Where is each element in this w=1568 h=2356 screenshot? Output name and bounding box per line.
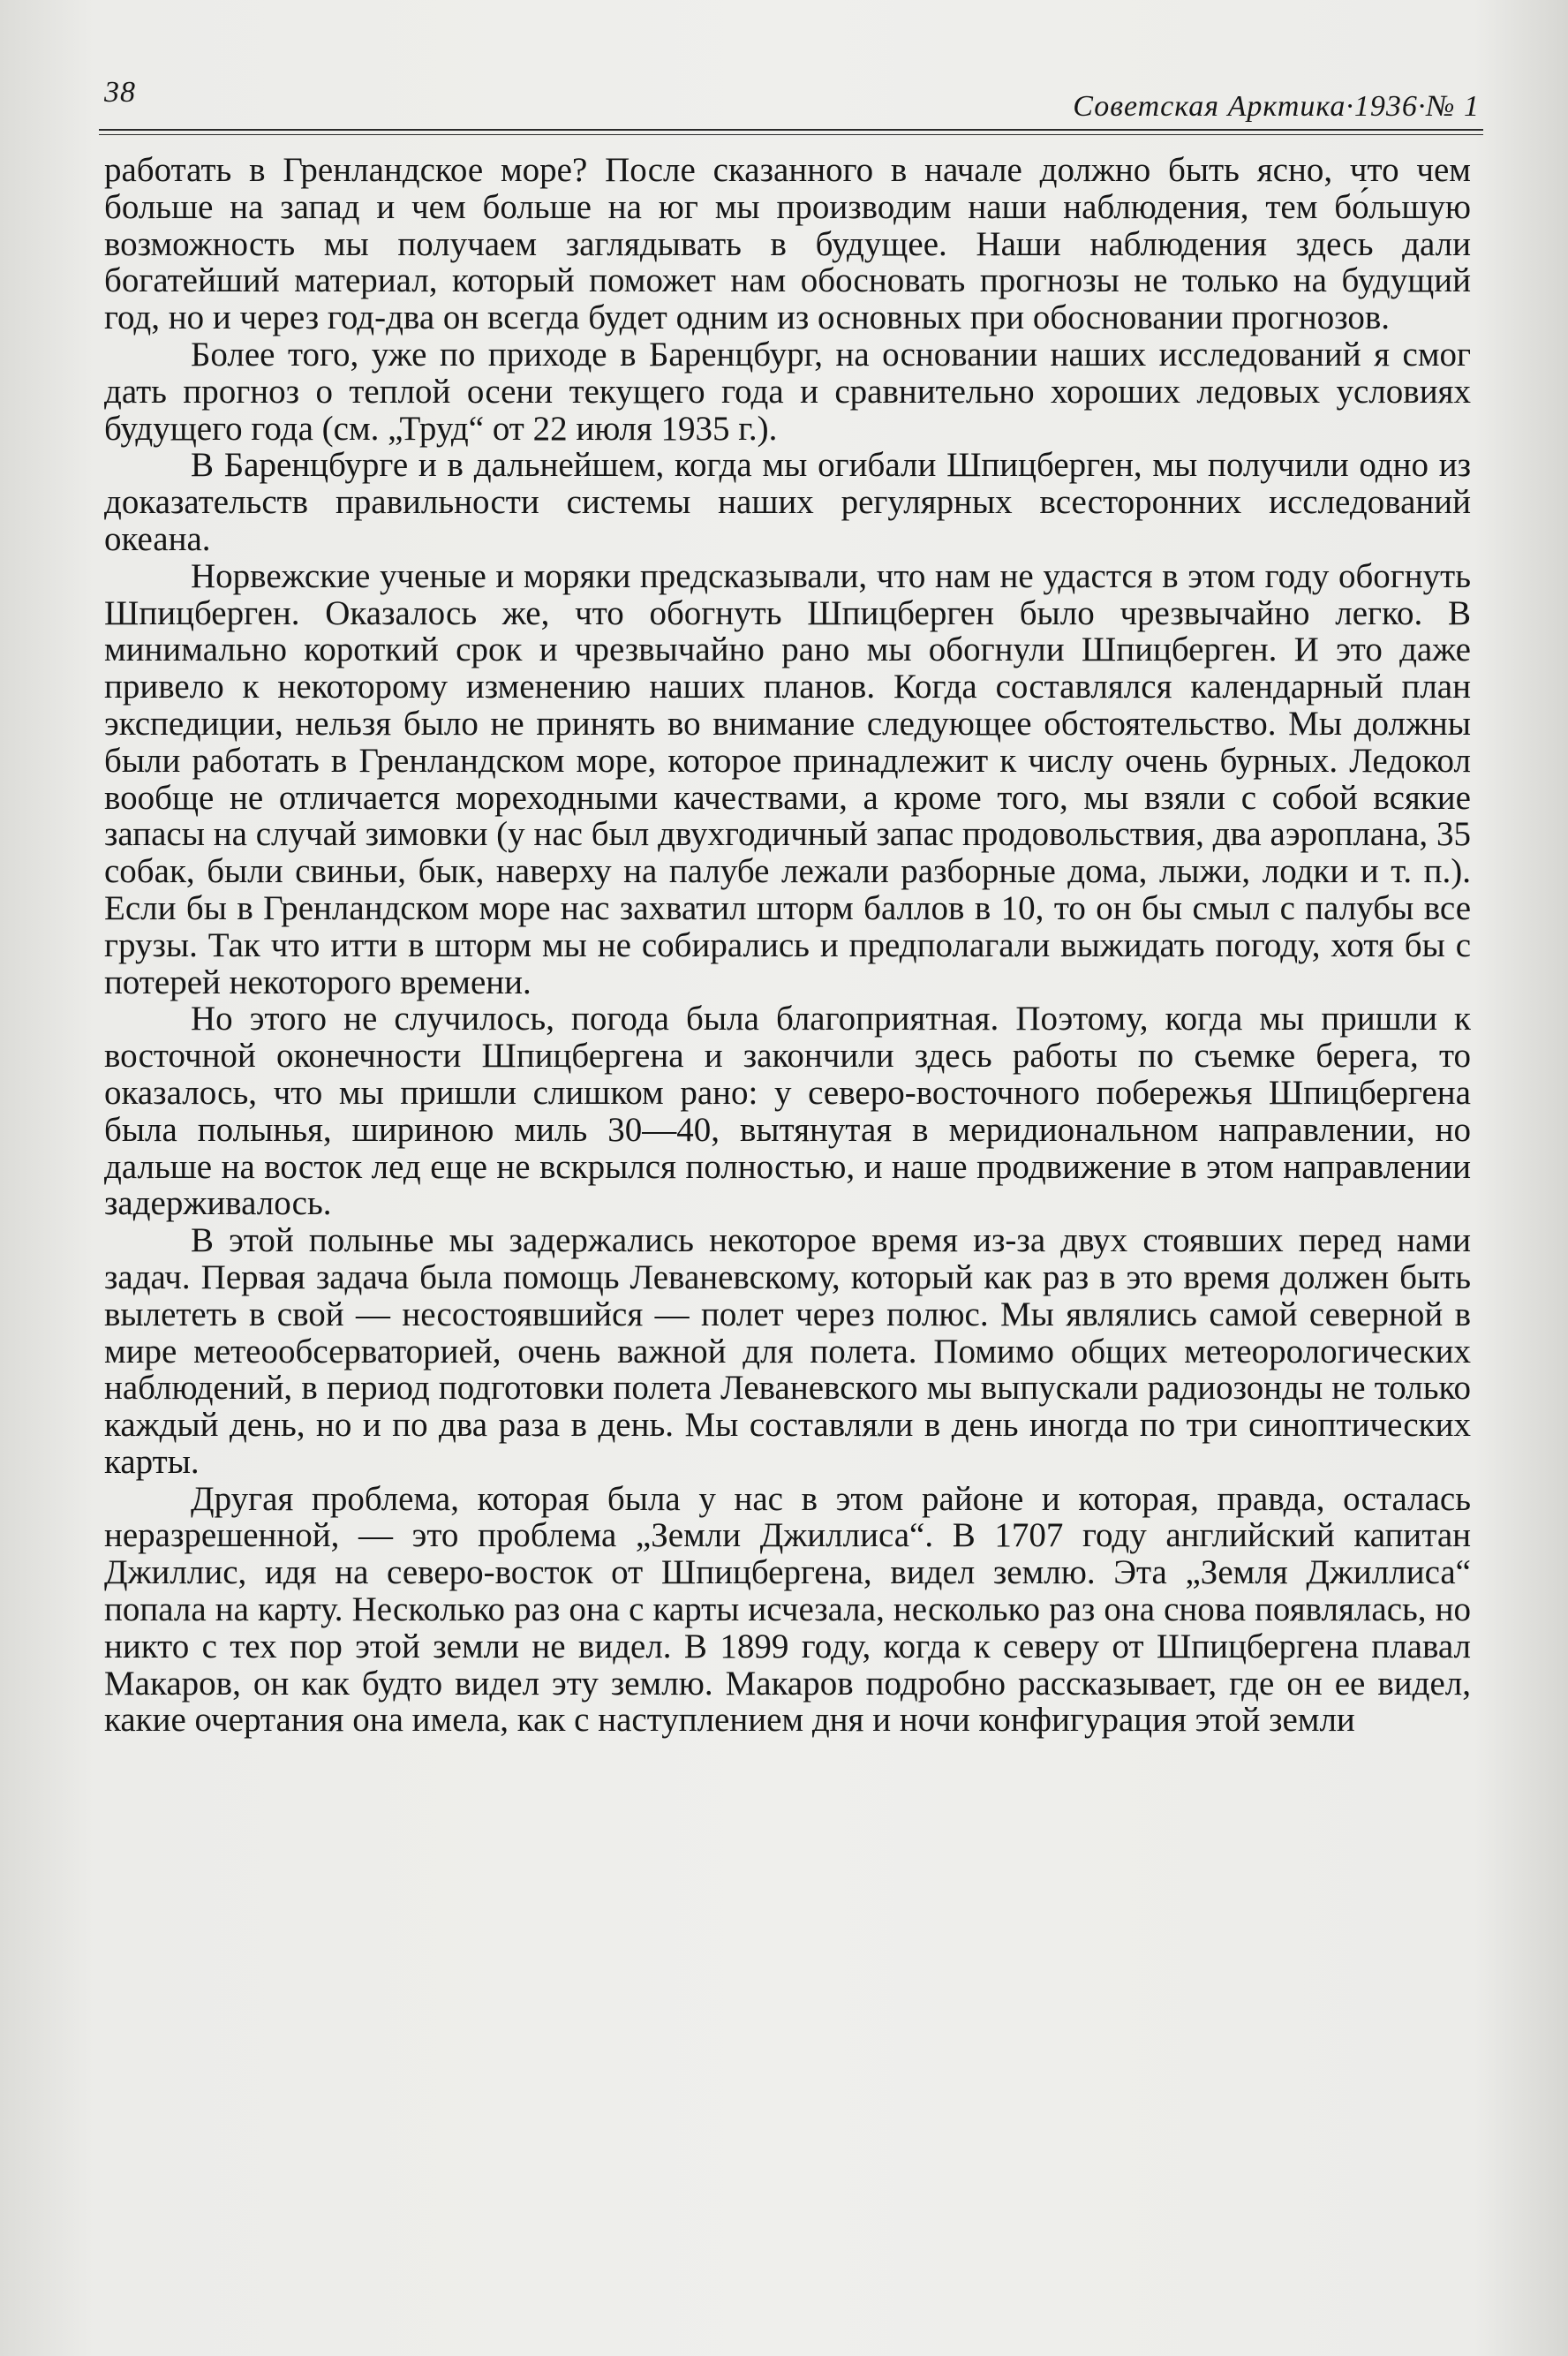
header-rule-top bbox=[99, 129, 1483, 131]
running-head: Советская Арктика·1936·№ 1 bbox=[1073, 90, 1480, 123]
paragraph-2: Более того, уже по приходе в Баренцбург, на основании наших исследований я смог дать прогноз о теплой осени текущего года и сравнительно хороших ледовых условиях будущего года (см. „Труд“ от 22 июля 1935 г.). bbox=[104, 335, 1471, 448]
body-text bbox=[104, 152, 1471, 1739]
paragraph-5: Но этого не случилось, погода была благоприятная. Поэтому, когда мы пришли к восточной оконечности Шпицбергена и закончили здесь работы по съемке берега, то оказалось, что мы пришли слишком рано: у северо-восточного побережья Шпицбергена была полынья, шириною миль 30—40, вытянутая в меридиональном направлении, но дальше на восток лед еще не вскрылся полностью, и наше продвижение в этом направлении задерживалось. bbox=[104, 1000, 1471, 1223]
paragraph-1: работать в Гренландское море? После сказанного в начале должно быть ясно, что чем больше на запад и чем больше на юг мы производим наши наблюдения, тем бо́льшую возможность мы получаем заглядывать в будущее. Наши наблюдения здесь дали богатейший материал, который поможет нам обосновать прогнозы не только на будущий год, но и через год-два он всегда будет одним из основных при обосновании прогнозов. bbox=[104, 151, 1471, 337]
page-number: 38 bbox=[104, 76, 136, 109]
paragraph-6: В этой полынье мы задержались некоторое время из-за двух стоявших перед нами задач. Первая задача была помощь Леваневскому, который как раз в это время должен быть вылететь в свой — несостоявшийся — полет через полюс. Мы являлись самой северной в мире метеообсерваторией, очень важной для полета. Помимо общих метеорологических наблюдений, в период подготовки полета Леваневского мы выпускали радиозонды не только каждый день, но и по два раза в день. Мы составляли в день иногда по три синоптических карты. bbox=[104, 1221, 1471, 1481]
header-rule-bottom bbox=[99, 134, 1483, 135]
paragraph-7: Другая проблема, которая была у нас в этом районе и которая, правда, осталась неразрешенной, — это проблема „Земли Джиллиса“. В 1707 году английский капитан Джиллис, идя на северо-восток от Шпицбергена, видел землю. Эта „Земля Джиллиса“ попала на карту. Несколько раз она с карты исчезала, несколько раз она снова появлялась, но никто с тех пор этой земли не видел. В 1899 году, когда к северу от Шпицбергена плавал Макаров, он как будто видел эту землю. Макаров подробно рассказывает, где он ее видел, какие очертания она имела, как с наступлением дня и ночи конфигурация этой земли bbox=[104, 1479, 1471, 1740]
paragraph-3: В Баренцбурге и в дальнейшем, когда мы огибали Шпицберген, мы получили одно из доказательств правильности системы наших регулярных всесторонних исследований океана. bbox=[104, 446, 1471, 558]
page-header bbox=[99, 74, 1483, 131]
paragraph-4: Норвежские ученые и моряки предсказывали, что нам не удастся в этом году обогнуть Шпицберген. Оказалось же, что обогнуть Шпицберген было чрезвычайно легко. В минимально короткий срок и чрезвычайно рано мы обогнули Шпицберген. И это даже привело к некоторому изменению наших планов. Когда составлялся календарный план экспедиции, нельзя было не принять во внимание следующее обстоятельство. Мы должны были работать в Гренландском море, которое принадлежит к числу очень бурных. Ледокол вообще не отличается мореходными качествами, а кроме того, мы взяли с собой всякие запасы на случай зимовки (у нас был двухгодичный запас продовольствия, два аэроплана, 35 собак, были свиньи, бык, наверху на палубе лежали разборные дома, лыжи, лодки и т. п.). Если бы в Гренландском море нас захватил шторм баллов в 10, то он бы смыл с палубы все грузы. Так что итти в шторм мы не собирались и предполагали выжидать погоду, хотя бы с потерей некоторого времени. bbox=[104, 556, 1471, 1001]
